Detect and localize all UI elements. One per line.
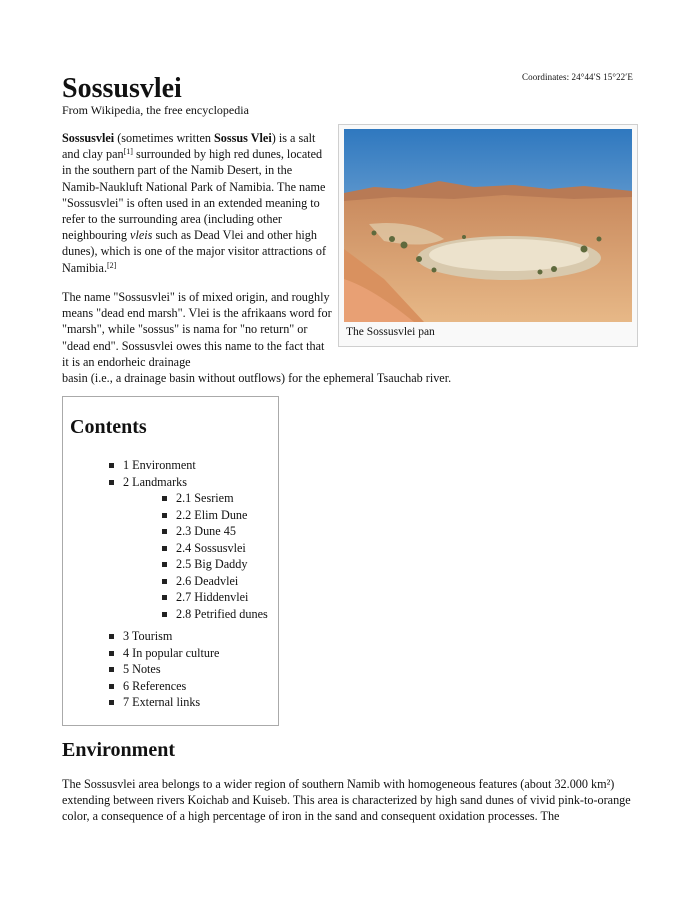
table-of-contents <box>62 396 279 726</box>
toc-subitem[interactable]: 2.7 Hiddenvlei <box>162 589 268 606</box>
toc-title: Contents <box>70 416 147 438</box>
lead-text-2: ) is a salt and clay pan <box>62 131 316 162</box>
citation-1[interactable]: [1] <box>123 147 133 157</box>
toc-item[interactable]: 3 Tourism <box>109 628 219 645</box>
toc-subitem[interactable]: 2.2 Elim Dune <box>162 507 268 524</box>
toc-sublist <box>162 490 268 622</box>
lead-italic-vleis: vleis <box>130 228 153 243</box>
toc-subitem[interactable]: 2.5 Big Daddy <box>162 556 268 573</box>
toc-item[interactable]: 6 References <box>109 678 219 695</box>
image-figure <box>338 124 638 347</box>
environment-paragraph: The Sossusvlei area belongs to a wider region of southern Namib with homogeneous features (about 32.000 km²) extending between rivers Koichab and Kuiseb. This area is characterized by high sand dunes of vivid pink-to-orange color, a consequence of a high percentage of iron in the sand and consequent oxidation processes. The <box>62 777 631 824</box>
toc-list-continued <box>109 628 219 711</box>
toc-item[interactable]: 5 Notes <box>109 661 219 678</box>
figure-caption: The Sossusvlei pan <box>346 326 435 338</box>
etymology-paragraph: The name "Sossusvlei" is of mixed origin, and roughly means "dead end marsh". Vlei is the afrikaans word for "marsh", while "sossus" is nama for "no return" or "dead end". Sossusvlei owes this name to the fact that it is an endorheic drainage <box>62 290 332 369</box>
coordinates[interactable]: Coordinates: 24°44′S 15°22′E <box>522 72 633 82</box>
lead-bold-alt-name: Sossus Vlei <box>214 131 272 145</box>
toc-subitem[interactable]: 2.6 Deadvlei <box>162 573 268 590</box>
toc-list <box>109 457 196 490</box>
lead-text-4: such as Dead Vlei and other high dunes), which is one of the major visitor attractions of Namibia. <box>62 228 327 275</box>
toc-subitem[interactable]: 2.4 Sossusvlei <box>162 540 268 557</box>
sossusvlei-photo[interactable] <box>344 129 632 322</box>
site-tagline: From Wikipedia, the free encyclopedia <box>62 103 249 117</box>
toc-item[interactable]: 1 Environment <box>109 457 196 474</box>
lead-paragraph <box>62 130 332 276</box>
toc-subitem[interactable]: 2.8 Petrified dunes <box>162 606 268 623</box>
toc-item[interactable]: 7 External links <box>109 694 219 711</box>
citation-2[interactable]: [2] <box>107 260 117 270</box>
etymology-paragraph-tail: basin (i.e., a drainage basin without outflows) for the ephemeral Tsauchab river. <box>62 371 452 385</box>
lead-text-1: (sometimes written <box>114 131 215 145</box>
page-title: Sossusvlei <box>62 73 182 104</box>
toc-item[interactable]: 2 Landmarks <box>109 474 196 491</box>
lead-text-3: surrounded by high red dunes, located in the southern part of the Namib Desert, in the Namib-Naukluft National Park of Namibia. The name "Sossusvlei" is often used in an extended meaning to refer to the surrounding area (including other neighbouring <box>62 147 326 243</box>
toc-subitem[interactable]: 2.1 Sesriem <box>162 490 268 507</box>
toc-item[interactable]: 4 In popular culture <box>109 645 219 662</box>
lead-bold-name: Sossusvlei <box>62 131 115 145</box>
section-heading-environment: Environment <box>62 739 175 761</box>
toc-subitem[interactable]: 2.3 Dune 45 <box>162 523 268 540</box>
